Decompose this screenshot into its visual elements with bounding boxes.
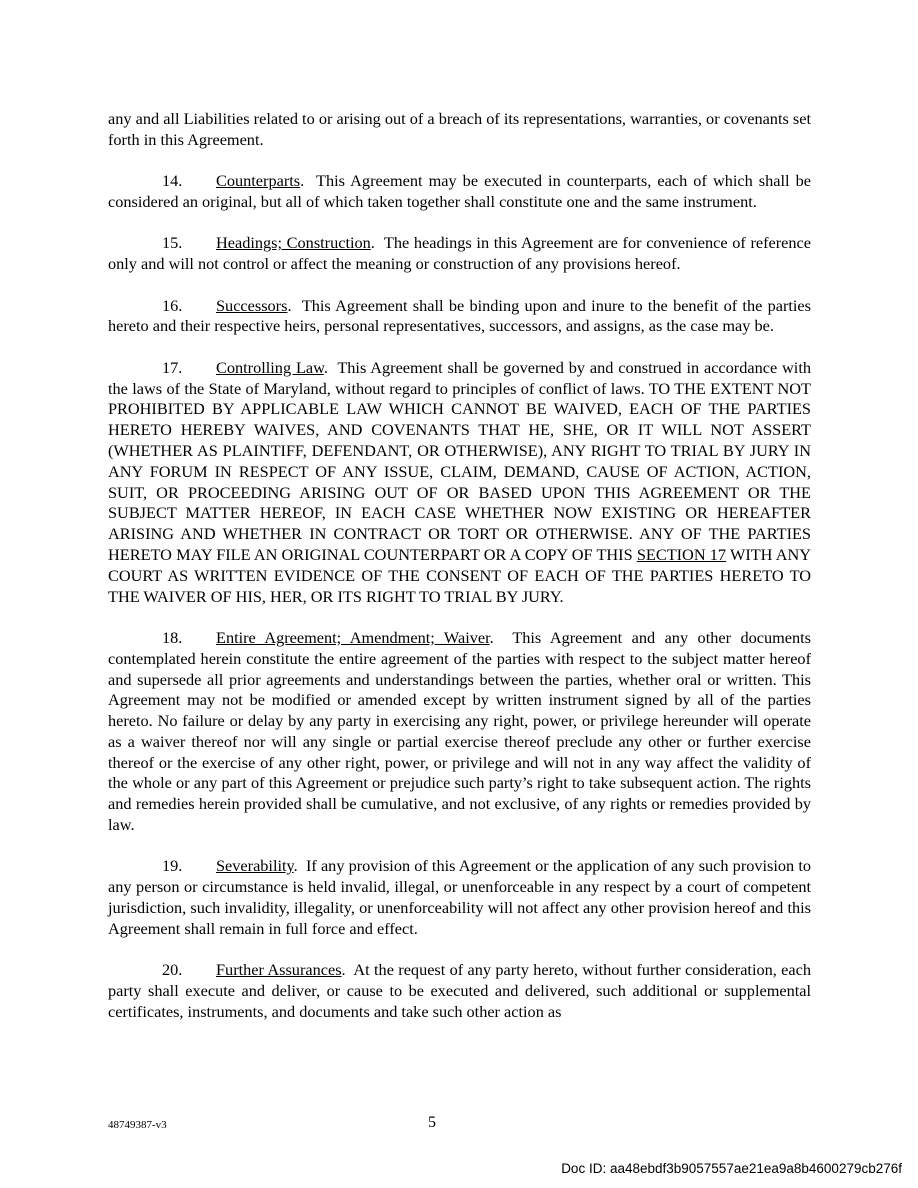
section-heading: Headings; Construction [216, 233, 371, 253]
section-text: The headings in this Agreement are for convenience of reference only and will not control or affect the meaning or construction of any provisions hereof. [108, 233, 811, 274]
section-17: 17. Controlling Law. This Agreement shall be governed by and construed in accordance with the laws of the State of Maryland, without regard to principles of conflict of laws. TO THE EXTENT NOT PROHIBITED BY APPLICABLE LAW WHICH CANNOT BE WAIVED, EACH OF THE PARTIES HERETO HEREBY WAIVES, AND COVENANTS THAT HE, SHE, OR IT WILL NOT ASSERT (WHETHER AS PLAINTIFF, DEFENDANT, OR OTHERWISE), ANY RIGHT TO TRIAL BY JURY IN ANY FORUM IN RESPECT OF ANY ISSUE, CLAIM, DEMAND, CAUSE OF ACTION, ACTION, SUIT, OR PROCEEDING ARISING OUT OF OR BASED UPON THIS AGREEMENT OR THE SUBJECT MATTER HEREOF, IN EACH CASE WHETHER NOW EXISTING OR HEREAFTER ARISING AND WHETHER IN CONTRACT OR TORT OR OTHERWISE. ANY OF THE PARTIES HERETO MAY FILE AN ORIGINAL COUNTERPART OR A COPY OF THIS SECTION 17 WITH ANY COURT AS WRITTEN EVIDENCE OF THE CONSENT OF EACH OF THE PARTIES HERETO TO THE WAIVER OF HIS, HER, OR ITS RIGHT TO TRIAL BY JURY. [108, 357, 812, 606]
section-number: 15. [162, 233, 183, 253]
section-18: 18. Entire Agreement; Amendment; Waiver. This Agreement and any other documents contemplated herein constitute the entire agreement of the parties with respect to the subject matter hereof and supersede all prior agreements and understandings between the parties, whether oral or written. This Agreement may not be modified or amended except by written instrument signed by all of the parties hereto. No failure or delay by any party in exercising any right, power, or privilege hereunder will operate as a waiver thereof nor will any single or partial exercise thereof preclude any other or further exercise thereof or the exercise of any other right, power, or privilege and will not in any way affect the validity of the whole or any part of this Agreement or prejudice such party’s right to take subsequent action. The rights and remedies herein provided shall be cumulative, and not exclusive, of any rights or remedies provided by law. [108, 627, 811, 835]
intro-paragraph: any and all Liabilities related to or arising out of a breach of its representations, warranties, or covenants set forth in this Agreement. [108, 109, 811, 149]
section-heading: Further Assurances [216, 960, 342, 980]
section-15: 15. Headings; Construction. The headings in this Agreement are for convenience of reference only and will not control or affect the meaning or construction of any provisions hereof. [108, 233, 811, 274]
section-text: This Agreement shall be binding upon and inure to the benefit of the parties hereto and their respective heirs, personal representatives, successors, and assigns, as the case may be. [108, 295, 811, 336]
section-heading: Successors [216, 295, 288, 315]
section-20: 20. Further Assurances. At the request of any party hereto, without further consideration, each party shall execute and deliver, or cause to be executed and delivered, such additional or supplemental certificates, instruments, and documents and take such other action as [108, 960, 812, 1021]
section-text: If any provision of this Agreement or the application of any such provision to any person or circumstance is held invalid, illegal, or unenforceable in any respect by a court of competent jurisdiction, such invalidity, illegality, or unenforceability will not affect any other provision hereof and this Agreement shall remain in full force and effect. [108, 856, 811, 938]
section-19: 19. Severability. If any provision of this Agreement or the application of any such provision to any person or circumstance is held invalid, illegal, or unenforceable in any respect by a court of competent jurisdiction, such invalidity, illegality, or unenforceability will not affect any other provision hereof and this Agreement shall remain in full force and effect. [108, 856, 811, 938]
section-text: At the request of any party hereto, without further consideration, each party shall execute and deliver, or cause to be executed and delivered, such additional or supplemental certificates, instruments, and documents and take such other action as [108, 960, 812, 1021]
page-number: 5 [428, 1114, 436, 1131]
section-14: 14. Counterparts. This Agreement may be executed in counterparts, each of which shall be considered an original, but all of which taken together shall constitute one and the same instrument. [108, 171, 812, 211]
doc-id-stamp: Doc ID: aa48ebdf3b9057557ae21ea9a8b4600279cb276f [561, 1161, 902, 1176]
section-text: This Agreement may be executed in counterparts, each of which shall be considered an original, but all of which taken together shall constitute one and the same instrument. [108, 171, 812, 211]
footer-document-number: 48749387-v3 [108, 1119, 167, 1131]
section-reference-link: SECTION 17 [636, 544, 727, 564]
section-number: 18. [162, 627, 183, 647]
section-heading: Counterparts [216, 171, 301, 191]
section-number: 19. [162, 856, 183, 876]
document-body [108, 109, 811, 1043]
section-number: 20. [162, 960, 183, 980]
section-number: 14. [162, 171, 183, 191]
section-text: This Agreement shall be governed by and construed in accordance with the laws of the State of Maryland, without regard to principles of conflict of laws. TO THE EXTENT NOT PROHIBITED BY APPLICABLE LAW WHICH CANNOT BE WAIVED, EACH OF THE PARTIES HERETO HEREBY WAIVES, AND COVENANTS THAT HE, SHE, OR IT WILL NOT ASSERT (WHETHER AS PLAINTIFF, DEFENDANT, OR OTHERWISE), ANY RIGHT TO TRIAL BY JURY IN ANY FORUM IN RESPECT OF ANY ISSUE, CLAIM, DEMAND, CAUSE OF ACTION, ACTION, SUIT, OR PROCEEDING ARISING OUT OF OR BASED UPON THIS AGREEMENT OR THE SUBJECT MATTER HEREOF, IN EACH CASE WHETHER NOW EXISTING OR HEREAFTER ARISING AND WHETHER IN CONTRACT OR TORT OR OTHERWISE. ANY OF THE PARTIES HERETO MAY FILE AN ORIGINAL COUNTERPART OR A COPY OF THIS [108, 357, 811, 564]
section-16: 16. Successors. This Agreement shall be binding upon and inure to the benefit of the parties hereto and their respective heirs, personal representatives, successors, and assigns, as the case may be. [108, 295, 811, 336]
section-heading: Severability [216, 856, 294, 876]
section-heading: Controlling Law [216, 357, 324, 377]
section-text-continued: WITH ANY COURT AS WRITTEN EVIDENCE OF THE CONSENT OF EACH OF THE PARTIES HERETO TO THE WAIVER OF HIS, HER, OR ITS RIGHT TO TRIAL BY JURY. [108, 544, 812, 606]
section-number: 17. [162, 357, 183, 377]
section-heading: Entire Agreement; Amendment; Waiver [216, 627, 490, 647]
section-text: This Agreement and any other documents contemplated herein constitute the entire agreement of the parties with respect to the subject matter hereof and supersede all prior agreements and understandings between the parties, whether oral or written. This Agreement may not be modified or amended except by written instrument signed by all of the parties hereto. No failure or delay by any party in exercising any right, power, or privilege hereunder will operate as a waiver thereof nor will any single or partial exercise thereof preclude any other or further exercise thereof or the exercise of any other right, power, or privilege and will not in any way affect the validity of the whole or any part of this Agreement or prejudice such party’s right to take subsequent action. The rights and remedies herein provided shall be cumulative, and not exclusive, of any rights or remedies provided by law. [108, 627, 811, 835]
section-number: 16. [162, 295, 183, 315]
